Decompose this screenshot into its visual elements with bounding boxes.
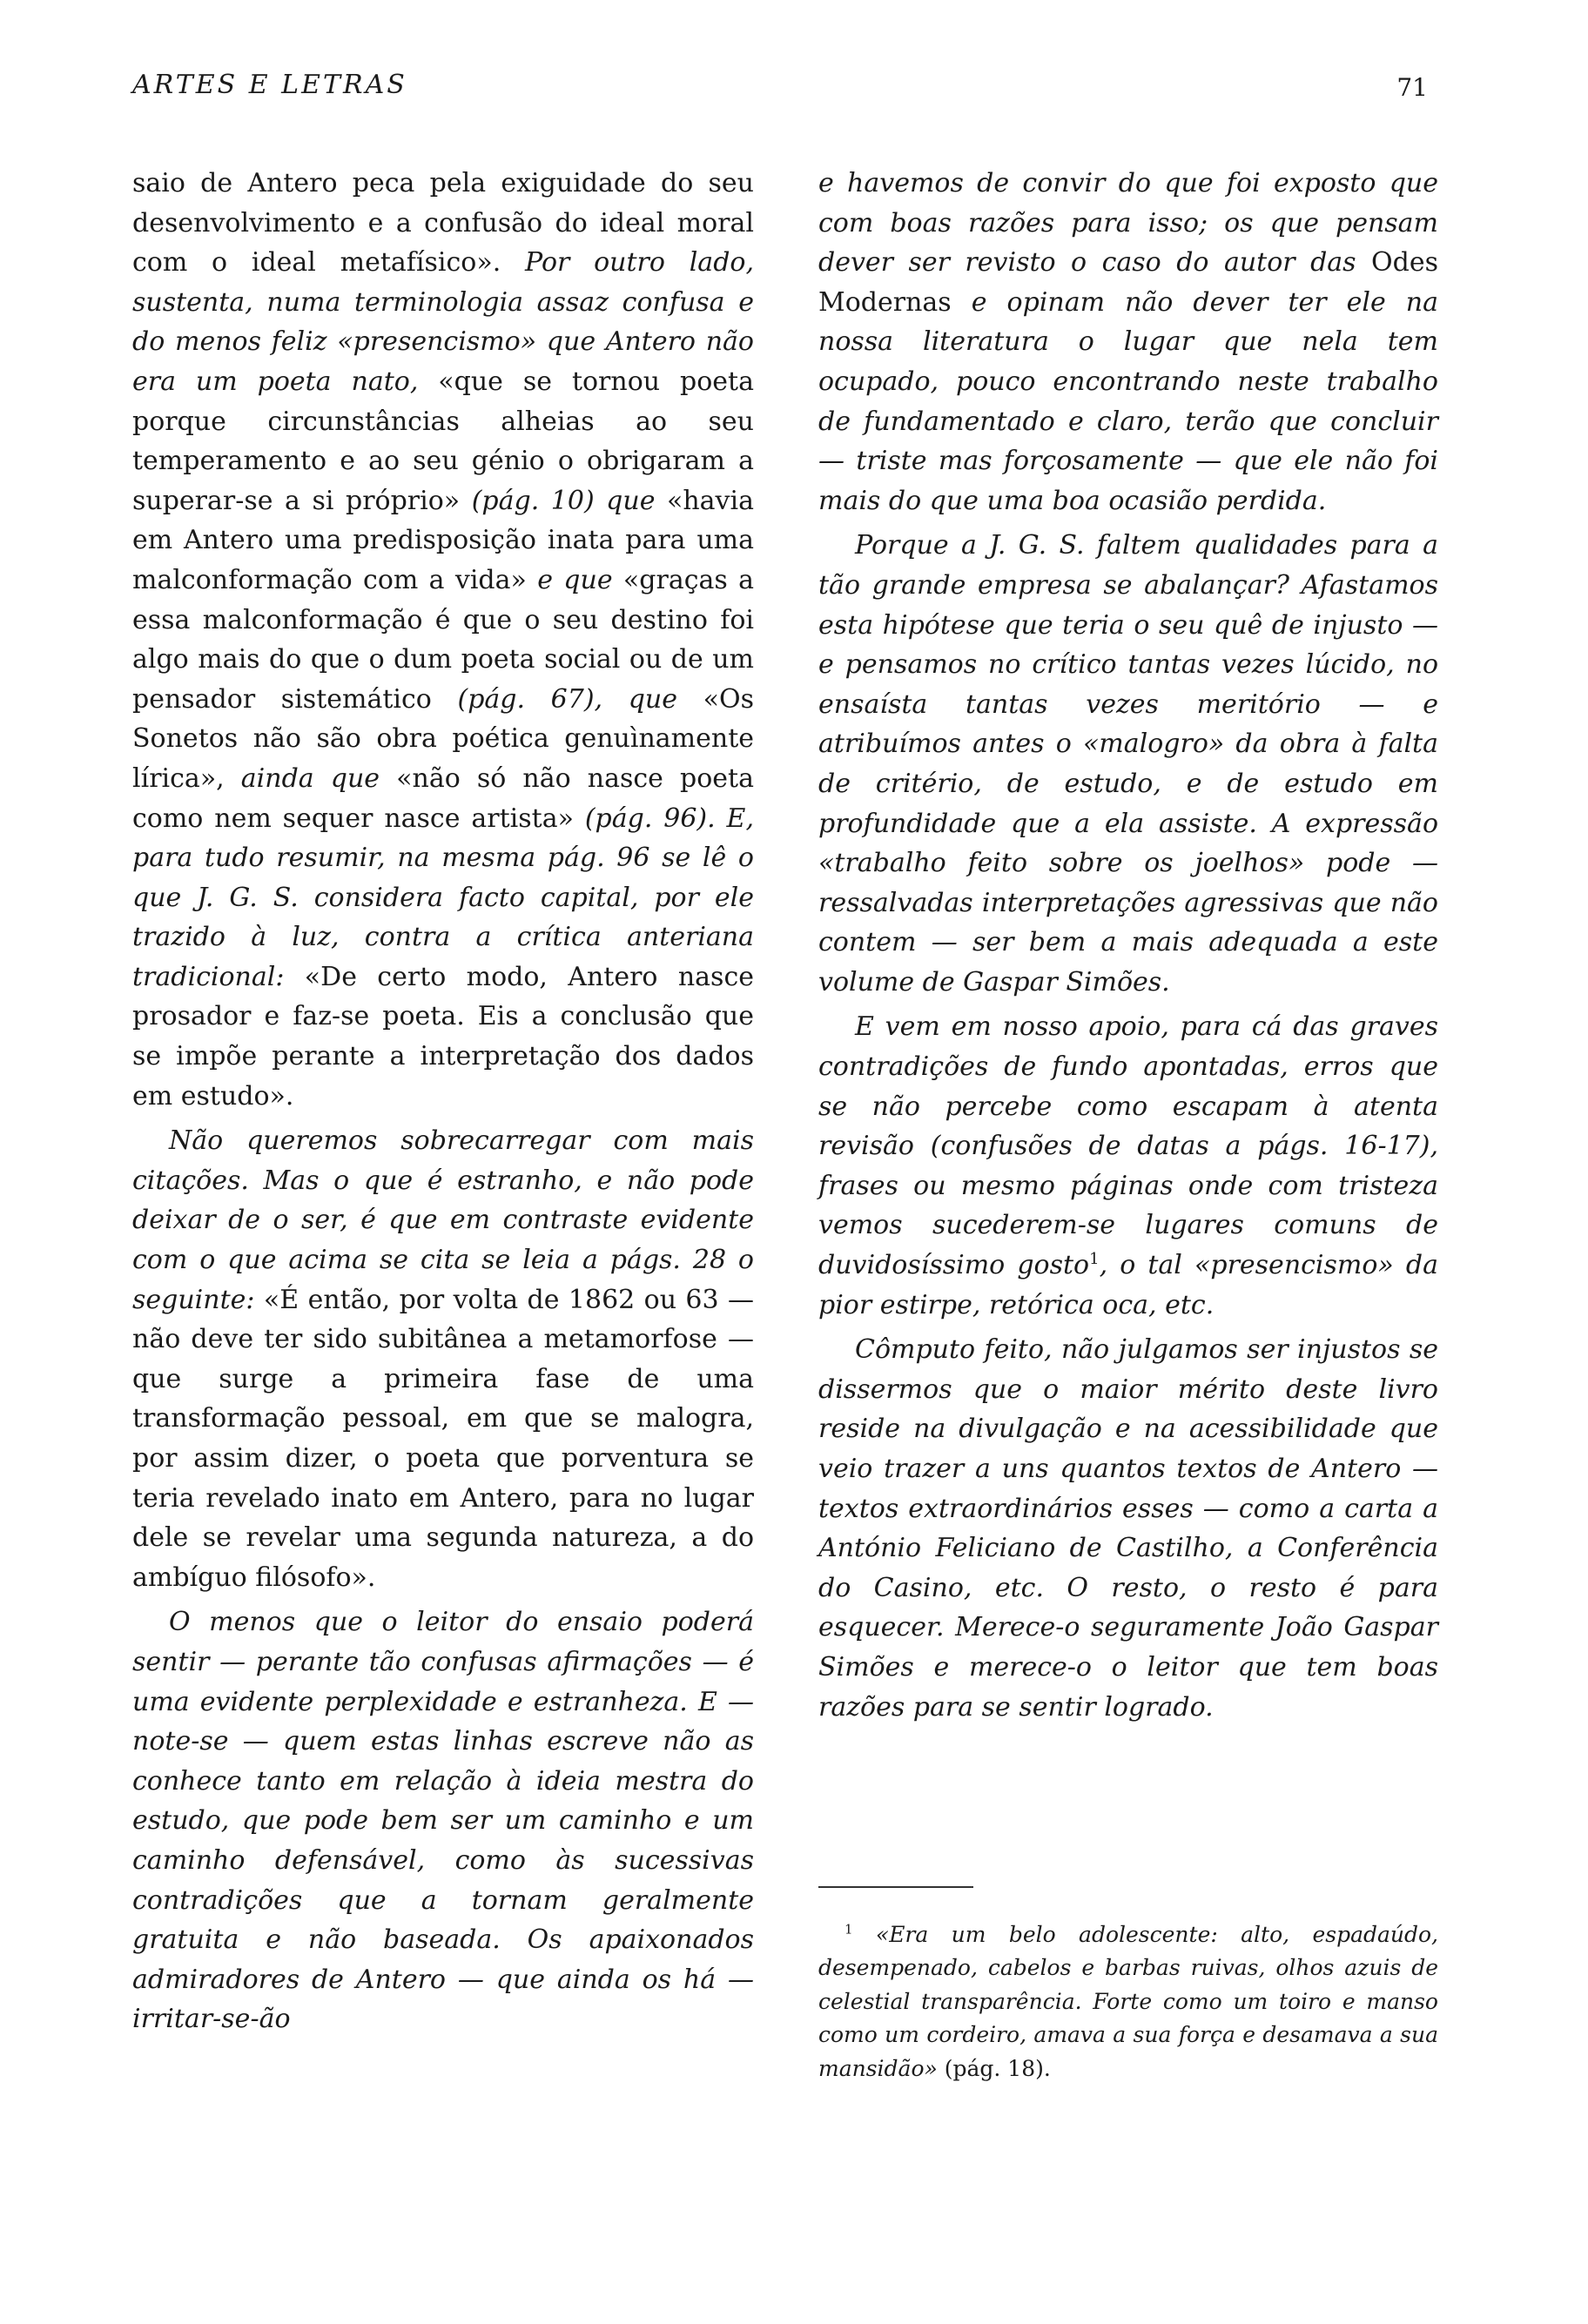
left-column: [132, 164, 754, 2039]
italic-run: Porque a J. G. S. faltem qualidades para a tão grande empresa se abalançar? Afastamos esta hipótese que teria o seu quê de injusto — e pensamos no crítico tantas vezes lúcido, no ensaísta tantas vezes meritório — e atribuímos antes o «malogro» da obra à falta de critério, de estudo, e de estudo em profundidade que a ela assiste. A expressão «trabalho feito sobre os joelhos» pode — ressalvadas interpretações agressivas que não contem — ser bem a mais adequada a este volume de Gaspar Simões.: [818, 530, 1438, 997]
italic-run: E vem em nosso apoio, para cá das graves contradições de fundo apontadas, erros que se não percebe como escapam à atenta revisão (confusões de datas a págs. 16-17), frases ou mesmo páginas onde com tristeza vemos sucederem-se lugares comuns de duvidosíssimo gosto: [818, 1011, 1438, 1281]
running-header: ARTES E LETRAS: [132, 70, 407, 100]
paragraph: [132, 1121, 754, 1597]
text-run: Odes Modernas: [818, 247, 1438, 318]
italic-run: ainda que: [240, 762, 397, 794]
italic-run: e opinam não dever ter ele na nossa literatura o lugar que nela tem ocupado, pouco encontrando neste trabalho de fundamentado e claro, terão que concluir — triste mas forçosamente — que ele não foi mais do que uma boa ocasião perdida.: [818, 286, 1439, 516]
italic-run: Não queremos sobrecarregar com mais citações. Mas o que é estranho, e não pode deixar de o ser, é que em contraste evidente com o que acima se cita se leia a págs. 28 o seguinte:: [132, 1125, 754, 1315]
italic-run: (pág. 67), que: [457, 683, 703, 715]
italic-run: e havemos de convir do que foi exposto que com boas razões para isso; os que pensam dever ser revisto o caso do autor das: [818, 168, 1438, 279]
italic-run: e que: [537, 564, 623, 595]
paragraph: [132, 1602, 754, 2039]
italic-run: Cômputo feito, não julgamos ser injustos se dissermos que o maior mérito deste livro reside na divulgação e na acessibilidade que veio trazer a uns quantos textos de Antero — textos extraordinários esses — como a carta a António Feliciano de Castilho, a Conferência do Casino, etc. O resto, o resto é para esquecer. Merece-o seguramente João Gaspar Simões e merece-o o leitor que tem boas razões para se sentir logrado.: [818, 1334, 1438, 1723]
footnote-marker: 1: [844, 1921, 853, 1938]
text-run: «graças a essa malconformação é que o seu destino foi algo mais do que o dum poeta social ou de um pensador sistemático: [132, 564, 755, 715]
footnote-divider: [818, 1886, 973, 1888]
text-run: (pág. 18).: [944, 2055, 1051, 2081]
italic-run: , o tal «presencismo» da pior estirpe, retórica oca, etc.: [818, 1250, 1438, 1320]
text-run: «Os Sonetos não são obra poética genuìnamente lírica»,: [132, 683, 755, 794]
text-run: «É então, por volta de 1862 ou 63 — não deve ter sido subitânea a metamorfose — que surge a primeira fase de uma transformação pessoal, em que se malogra, por assim dizer, o poeta que porventura se teria revelado inato em Antero, para no lugar dele se revelar uma segunda natureza, a do ambíguo filósofo».: [132, 1284, 755, 1593]
text-run: «havia em Antero uma predisposição inata para uma malconformação com a vida»: [132, 485, 754, 595]
paragraph: [132, 164, 754, 1116]
right-column: [818, 164, 1438, 1727]
footnote: [818, 1918, 1438, 2086]
text-run: «que se tornou poeta porque circunstâncias alheias ao seu temperamento e ao seu génio o obrigaram a superar-se a si próprio»: [132, 366, 754, 516]
footnote-marker: 1: [1089, 1250, 1100, 1269]
paragraph: [818, 526, 1438, 1002]
page-number: 71: [1396, 73, 1428, 102]
italic-run: «Era um belo adolescente: alto, espadaúdo, desempenado, cabelos e barbas ruivas, olhos azuis de celestial transparência. Forte como um toiro e manso como um cordeiro, amava a sua força e desamava a sua mansidão»: [818, 1922, 1438, 2081]
italic-run: (pág. 96). E, para tudo resumir, na mesma pág. 96 se lê o que J. G. S. considera facto capital, por ele trazido à luz, contra a crítica anteriana tradicional:: [132, 803, 754, 992]
paragraph: [818, 1330, 1438, 1727]
paragraph: [818, 1007, 1438, 1325]
footnote-text: [818, 1918, 1438, 2086]
italic-run: Por outro lado, sustenta, numa terminologia assaz confusa e do menos feliz «presencismo» que Antero não era um poeta nato,: [132, 247, 754, 397]
italic-run: O menos que o leitor do ensaio poderá sentir — perante tão confusas afirmações — é uma evidente perplexidade e estranheza. E — note-se — quem estas linhas escreve não as conhece tanto em relação à ideia mestra do estudo, que pode bem ser um caminho e um caminho defensável, como às sucessivas contradições que a tornam geralmente gratuita e não baseada. Os apaixonados admiradores de Antero — que ainda os há — irritar-se-ão: [132, 1607, 754, 2035]
italic-run: (pág. 10) que: [471, 485, 667, 516]
text-run: «De certo modo, Antero nasce prosador e faz-se poeta. Eis a conclusão que se impõe perante a interpretação dos dados em estudo».: [132, 961, 754, 1112]
text-run: saio de Antero peca pela exiguidade do seu desenvolvimento e a confusão do ideal moral com o ideal metafísico».: [132, 168, 754, 279]
paragraph: [818, 164, 1438, 521]
text-run: «não só não nasce poeta como nem sequer nasce artista»: [132, 762, 754, 834]
